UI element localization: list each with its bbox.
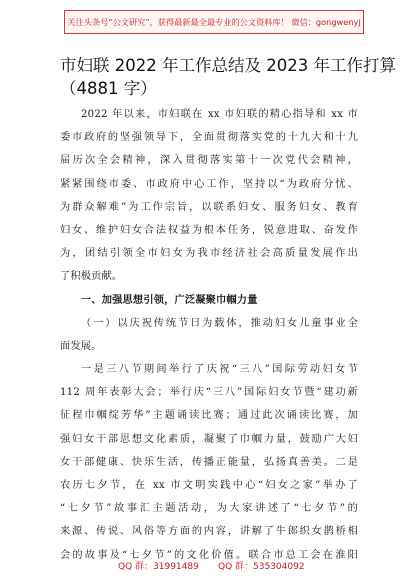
paragraph-line: 会的故事及“七夕节”的文化价值。联合市总工会在淮阳: [60, 549, 358, 561]
paragraph-line: 委市政府的坚强领导下，全面贯彻落实党的十九大和十九: [60, 132, 358, 144]
document-body: [60, 103, 358, 567]
paragraph-line: 妇女、维护妇女合法权益为根本任务，锐意进取、奋发作: [60, 224, 358, 236]
document-title: [60, 54, 396, 100]
paragraph-line: 届历次全会精神，深入贯彻落实第十一次党代会精神，: [60, 155, 358, 167]
footer-qq-group-1: QQ 群：31991489: [118, 562, 199, 572]
paragraph-line: 为，团结引领全市妇女为我市经济社会高质量发展作出: [60, 248, 358, 260]
paragraph-line: 面发展。: [60, 340, 102, 352]
footer: [0, 558, 408, 576]
paragraph-line: 强妇女干部思想文化素质，凝聚了巾帼力量，鼓励广大妇: [60, 433, 358, 445]
paragraph-line: 一是三八节期间举行了庆祝“三八”国际劳动妇女节: [81, 364, 358, 376]
paragraph-line: （一）以庆祝传统节日为载体，推动妇女儿童事业全: [81, 317, 358, 329]
footer-qq-group-2: QQ 群：535304092: [218, 562, 305, 572]
paragraph-line: 紧紧围绕市委、市政府中心工作，坚持以“为政府分忧、: [60, 178, 358, 190]
title-line-1: 市妇联 2022 年工作总结及 2023 年工作打算: [60, 56, 396, 75]
title-line-2: （4881 字）: [60, 79, 157, 98]
paragraph-line: 为群众解难”为工作宗旨，以联系妇女、服务妇女、教育: [60, 201, 358, 213]
promo-banner: 关注头条号“公文研究”，获得最新最全最专业的公文资料库！ 微信：gongwenyj: [64, 10, 364, 34]
paragraph-line: “七夕节”故事汇主题活动，为大家讲述了“七夕节”的: [60, 503, 358, 515]
paragraph-line: 112 周年表彰大会；举行庆“三八”国际妇女节暨“建功新: [60, 387, 358, 399]
paragraph-line: 农历七夕节，在 xx 市文明实践中心“妇女之家”举办了: [60, 480, 358, 491]
paragraph-line: 了积极贡献。: [60, 271, 123, 283]
paragraph-line: 女干部健康、快乐生活，传播正能量，弘扬真善美。二是: [60, 456, 358, 468]
paragraph-line: 来源、传说、风俗等方面的内容，讲解了牛郎织女鹊桥相: [60, 526, 358, 538]
paragraph-line: 2022 年以来，市妇联在 xx 市妇联的精心指导和 xx 市: [81, 109, 358, 120]
section-heading: 一、加强思想引领，广泛凝聚巾帼力量: [81, 294, 258, 306]
paragraph-line: 征程巾帼绽芳华”主题诵读比赛；通过此次诵读比赛，加: [60, 410, 358, 422]
